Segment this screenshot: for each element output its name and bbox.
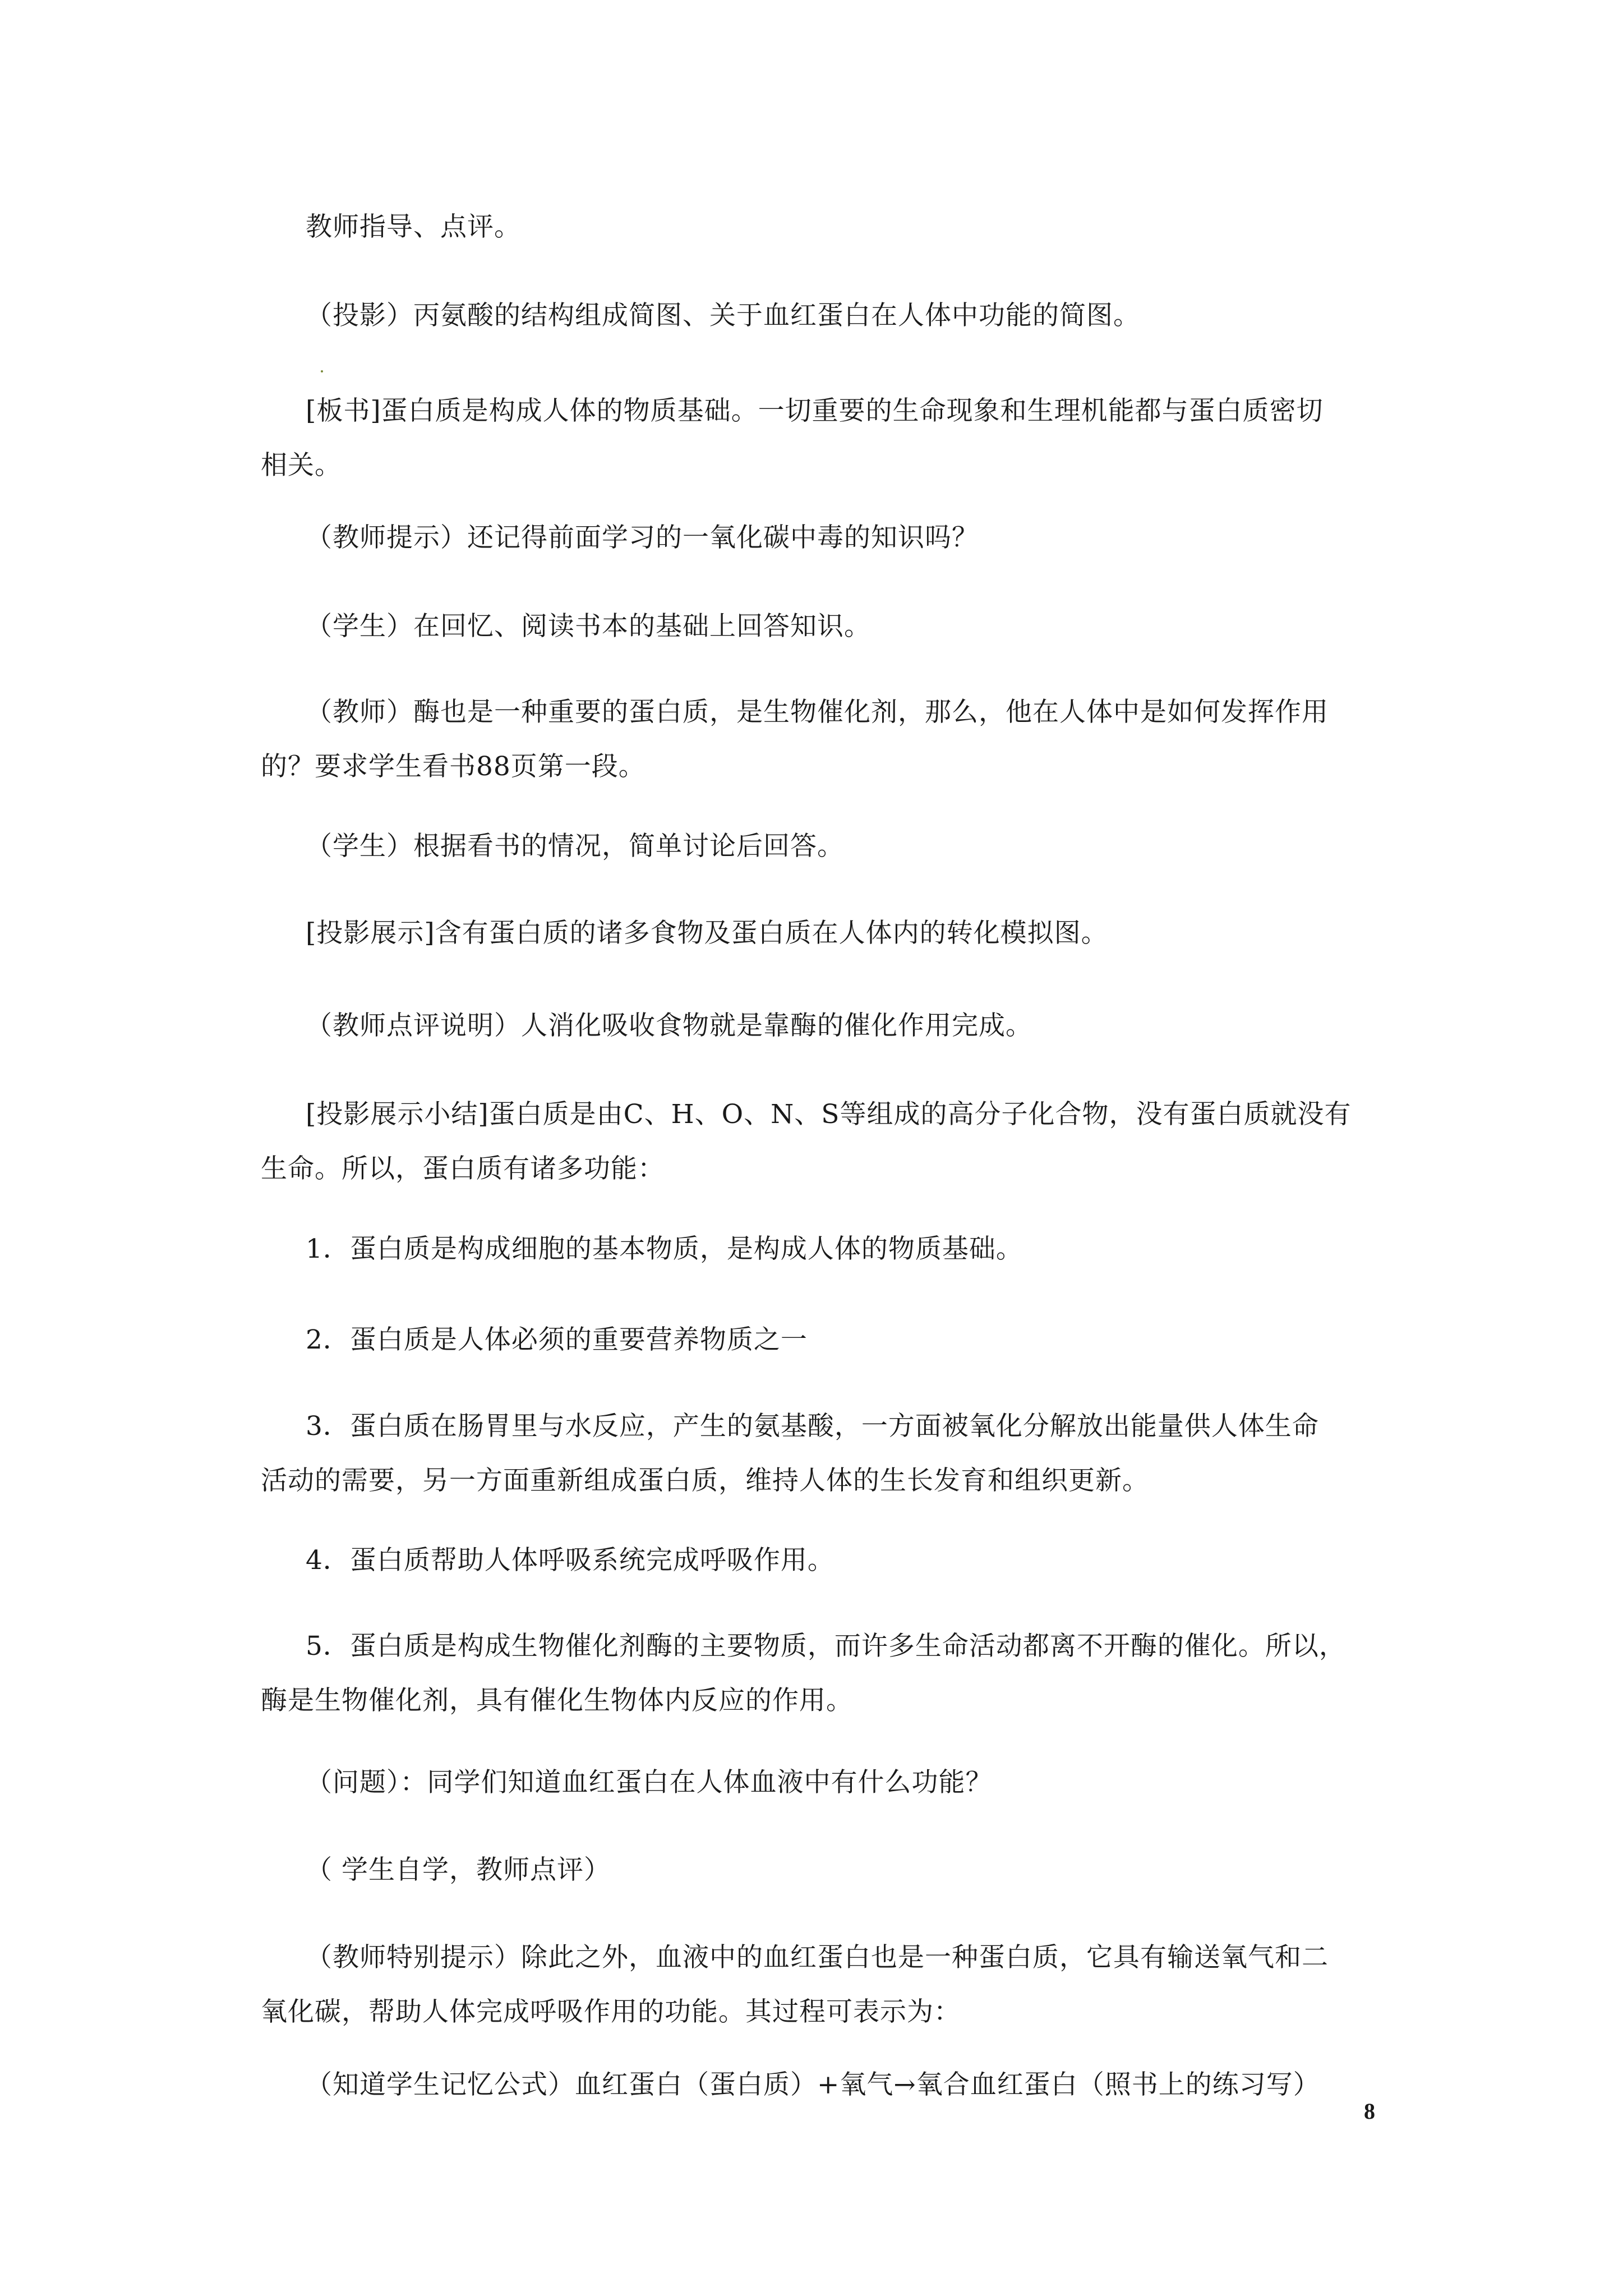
text-line: [投影展示]含有蛋白质的诸多食物及蛋白质在人体内的转化模拟图。 bbox=[306, 918, 1108, 949]
paragraph-blackboard-note bbox=[0, 384, 1623, 493]
paragraph-projection-diagrams bbox=[0, 288, 1623, 343]
text-line: 相关。 bbox=[261, 450, 342, 481]
text-line: 的？要求学生看书88页第一段。 bbox=[261, 751, 645, 782]
text-line: 氧化碳，帮助人体完成呼吸作用的功能。其过程可表示为： bbox=[261, 1996, 961, 2027]
list-item-4 bbox=[0, 1533, 1623, 1588]
paragraph-projection-summary bbox=[0, 1087, 1623, 1196]
text-line: 3．蛋白质在肠胃里与水反应，产生的氨基酸，一方面被氧化分解放出能量供人体生命 bbox=[306, 1411, 1319, 1442]
ink-speck bbox=[321, 370, 323, 372]
text-line: 2．蛋白质是人体必须的重要营养物质之一 bbox=[306, 1324, 808, 1355]
paragraph-self-study bbox=[0, 1843, 1623, 1897]
list-item-2 bbox=[0, 1313, 1623, 1367]
text-line: 4．蛋白质帮助人体呼吸系统完成呼吸作用。 bbox=[306, 1545, 834, 1576]
list-item-1 bbox=[0, 1222, 1623, 1276]
text-line: （投影）丙氨酸的结构组成简图、关于血红蛋白在人体中功能的简图。 bbox=[306, 300, 1140, 331]
paragraph-formula bbox=[0, 2058, 1623, 2112]
text-line: （教师）酶也是一种重要的蛋白质，是生物催化剂，那么，他在人体中是如何发挥作用 bbox=[306, 697, 1329, 728]
text-line: （知道学生记忆公式）血红蛋白（蛋白质）+氧气→氧合血红蛋白（照书上的练习写） bbox=[306, 2069, 1320, 2100]
paragraph-teacher-comment bbox=[0, 999, 1623, 1053]
text-line: 酶是生物催化剂，具有催化生物体内反应的作用。 bbox=[261, 1685, 853, 1716]
text-line: （学生）在回忆、阅读书本的基础上回答知识。 bbox=[306, 611, 871, 642]
text-line: 1．蛋白质是构成细胞的基本物质，是构成人体的物质基础。 bbox=[306, 1234, 1023, 1264]
text-line: （教师点评说明）人消化吸收食物就是靠酶的催化作用完成。 bbox=[306, 1010, 1032, 1041]
paragraph-projection-foods bbox=[0, 906, 1623, 960]
paragraph-special-hint bbox=[0, 1930, 1623, 2039]
text-line: 教师指导、点评。 bbox=[306, 211, 521, 242]
paragraph-teacher-hint bbox=[0, 510, 1623, 565]
text-line: 生命。所以，蛋白质有诸多功能： bbox=[261, 1153, 665, 1184]
paragraph-student-recall bbox=[0, 599, 1623, 654]
text-line: （教师特别提示）除此之外，血液中的血红蛋白也是一种蛋白质，它具有输送氧气和二 bbox=[306, 1942, 1329, 1973]
paragraph-question bbox=[0, 1755, 1623, 1810]
paragraph-student-discuss bbox=[0, 819, 1623, 873]
paragraph-teacher-enzyme bbox=[0, 685, 1623, 794]
paragraph-teacher-guidance bbox=[0, 200, 1623, 254]
text-line: （教师提示）还记得前面学习的一氧化碳中毒的知识吗？ bbox=[306, 522, 979, 553]
page-number: 8 bbox=[1364, 2099, 1375, 2124]
list-item-5 bbox=[0, 1619, 1623, 1728]
text-line: 活动的需要，另一方面重新组成蛋白质，维持人体的生长发育和组织更新。 bbox=[261, 1465, 1149, 1496]
text-line: （问题）：同学们知道血红蛋白在人体血液中有什么功能？ bbox=[306, 1767, 993, 1798]
text-line: （学生）根据看书的情况，简单讨论后回答。 bbox=[306, 831, 844, 862]
text-line: 5．蛋白质是构成生物催化剂酶的主要物质，而许多生命活动都离不开酶的催化。所以， bbox=[306, 1631, 1346, 1662]
list-item-3 bbox=[0, 1399, 1623, 1508]
text-line: [板书]蛋白质是构成人体的物质基础。一切重要的生命现象和生理机能都与蛋白质密切 bbox=[306, 395, 1324, 426]
text-line: （ 学生自学，教师点评） bbox=[306, 1855, 611, 1885]
text-line: [投影展示小结]蛋白质是由C、H、O、N、S等组成的高分子化合物，没有蛋白质就没有 bbox=[306, 1099, 1352, 1130]
